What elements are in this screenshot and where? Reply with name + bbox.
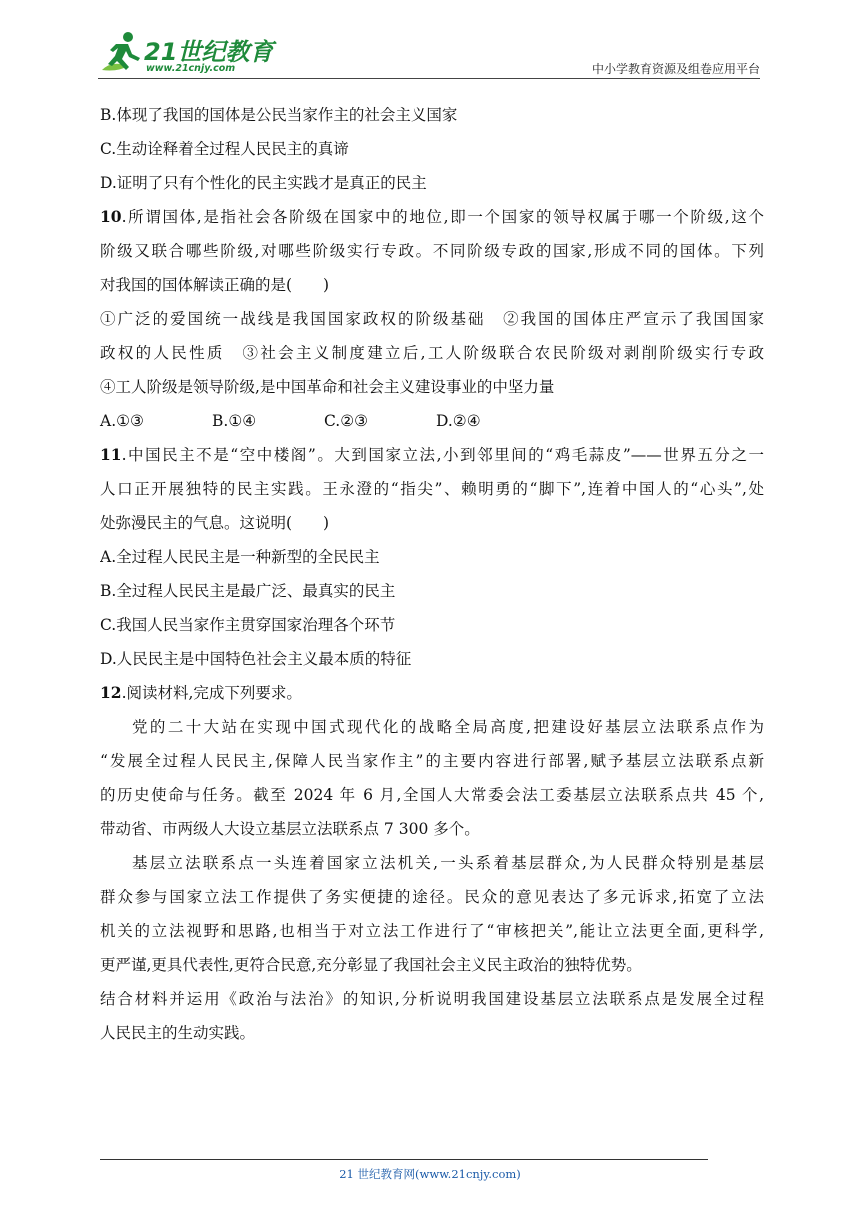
q10-stem-text: .所谓国体,是指社会各阶级在国家中的地位,即一个国家的领导权属于哪一个阶级,这个 (121, 208, 764, 226)
q10-statement-line: ①广泛的爱国统一战线是我国国家政权的阶级基础 ②我国的国体庄严宣示了我国国家 (100, 310, 764, 328)
q11-number: 11 (100, 445, 122, 464)
q12-stem-text: .阅读材料,完成下列要求。 (121, 684, 302, 702)
q11-option-a: A.全过程人民民主是一种新型的全民民主 (100, 548, 380, 566)
q9-option-c: C.生动诠释着全过程人民民主的真谛 (100, 140, 349, 158)
platform-name: 中小学教育资源及组卷应用平台 (591, 62, 760, 76)
q10-number: 10 (100, 207, 122, 226)
q10-options (100, 404, 764, 438)
q12-task-line: 人民民主的生动实践。 (100, 1024, 256, 1042)
q12-number: 12 (100, 683, 122, 702)
q12-material-line: 的历史使命与任务。截至 2024 年 6 月,全国人大常委会法工委基层立法联系点共 45 个, (100, 786, 764, 804)
q11-stem-line: 人口正开展独特的民主实践。王永澄的“指尖”、赖明勇的“脚下”,连着中国人的“心头”,处 (100, 480, 764, 498)
q10-stem-line (100, 200, 764, 234)
q11-option-c: C.我国人民当家作主贯穿国家治理各个环节 (100, 616, 396, 634)
q12-material-line: 带动省、市两级人大设立基层立法联系点 7 300 多个。 (100, 820, 480, 838)
q12-material-line: 党的二十大站在实现中国式现代化的战略全局高度,把建设好基层立法联系点作为 (132, 718, 764, 736)
q12-task-line: 结合材料并运用《政治与法治》的知识,分析说明我国建设基层立法联系点是发展全过程 (100, 990, 764, 1008)
q12-material-line: 更严谨,更具代表性,更符合民意,充分彰显了我国社会主义民主政治的独特优势。 (100, 956, 642, 974)
q11-option-d: D.人民民主是中国特色社会主义最本质的特征 (100, 650, 412, 668)
q10-statement-line: 政权的人民性质 ③社会主义制度建立后,工人阶级联合农民阶级对剥削阶级实行专政 (100, 344, 764, 362)
q11-option-b: B.全过程人民民主是最广泛、最真实的民主 (100, 582, 396, 600)
q9-option-b: B.体现了我国的国体是公民当家作主的社会主义国家 (100, 106, 458, 124)
header-divider (98, 78, 760, 79)
q11-stem-line: 处弥漫民主的气息。这说明( ) (100, 514, 330, 532)
q12-material-line: 群众参与国家立法工作提供了务实便捷的途径。民众的意见表达了多元诉求,拓宽了立法 (100, 888, 764, 906)
q12-material-line: 基层立法联系点一头连着国家立法机关,一头系着基层群众,为人民群众特别是基层 (132, 854, 764, 872)
q10-option-d: D.②④ (436, 412, 481, 430)
q10-stem-line: 阶级又联合哪些阶级,对哪些阶级实行专政。不同阶级专政的国家,形成不同的国体。下列 (100, 242, 764, 260)
q10-option-a: A.①③ (100, 412, 144, 430)
site-logo[interactable] (98, 30, 274, 76)
footer-divider (100, 1159, 708, 1160)
runner-logo-icon (98, 30, 146, 76)
q12-stem-line (100, 676, 764, 710)
document-body (100, 98, 764, 1050)
q11-stem-text: .中国民主不是“空中楼阁”。大到国家立法,小到邻里间的“鸡毛蒜皮”——世界五分之一 (121, 446, 764, 464)
footer-link[interactable]: 21 世纪教育网(www.21cnjy.com) (339, 1167, 521, 1181)
q9-option-d: D.证明了只有个性化的民主实践才是真正的民主 (100, 174, 427, 192)
q12-material-line: 机关的立法视野和思路,也相当于对立法工作进行了“审核把关”,能让立法更全面,更科学, (100, 922, 764, 940)
q10-option-b: B.①④ (212, 412, 257, 430)
page-header (98, 28, 760, 80)
q12-material-line: “发展全过程人民民主,保障人民当家作主”的主要内容进行部署,赋予基层立法联系点新 (100, 752, 764, 770)
logo-url: www.21cnjy.com (146, 63, 236, 74)
q10-statement-line: ④工人阶级是领导阶级,是中国革命和社会主义建设事业的中坚力量 (100, 378, 555, 396)
q10-option-c: C.②③ (324, 412, 369, 430)
q11-stem-line (100, 438, 764, 472)
q10-stem-line: 对我国的国体解读正确的是( ) (100, 276, 330, 294)
logo-text: 21世纪教育 (144, 38, 274, 66)
